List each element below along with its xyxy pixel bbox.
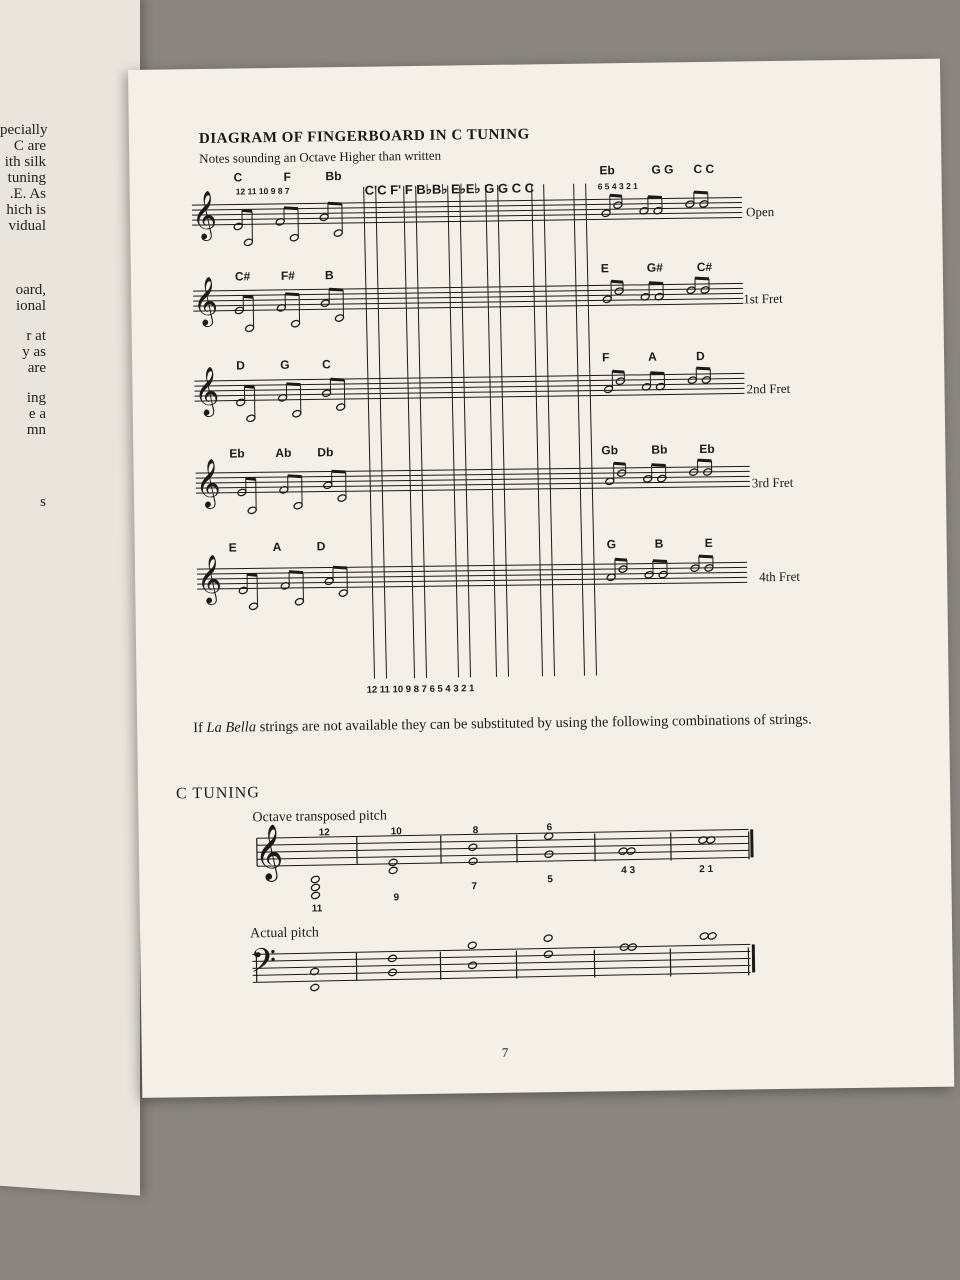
c-num-top: 8 xyxy=(472,825,479,837)
para-before: If xyxy=(193,719,207,737)
note-beam xyxy=(332,471,346,472)
string-line xyxy=(544,184,555,676)
note-beam xyxy=(649,283,663,284)
actual-pitch-label: Actual pitch xyxy=(249,925,319,942)
treble-clef-icon: 𝄞 xyxy=(195,458,221,507)
treble-clef-icon: 𝄞 xyxy=(254,825,284,880)
left-fragment: e a xyxy=(28,406,46,422)
note-head xyxy=(310,983,320,992)
left-fragment: ing xyxy=(26,390,46,406)
string-line xyxy=(416,186,427,678)
c-num-bottom: 7 xyxy=(471,881,478,893)
note-head xyxy=(310,883,320,892)
note-head xyxy=(468,857,478,866)
note-beam xyxy=(614,463,626,464)
diagram-subtitle: Notes sounding an Octave Higher than written xyxy=(199,147,442,167)
note-beam xyxy=(333,567,347,568)
note-beam xyxy=(246,478,256,479)
c-tuning-staff xyxy=(138,799,954,1070)
c-tuning-heading: C TUNING xyxy=(175,784,260,803)
note-beam xyxy=(610,195,622,196)
staff-line xyxy=(257,857,749,866)
left-fragment: tuning xyxy=(7,170,46,186)
note-beam xyxy=(694,192,708,193)
note-head xyxy=(311,891,321,900)
note-label: C C xyxy=(693,161,715,177)
note-label: G G xyxy=(651,162,674,177)
note-beam xyxy=(329,289,343,290)
open-right-numbers: 6 5 4 3 2 1 xyxy=(597,180,638,192)
string-line xyxy=(460,185,471,677)
note-beam xyxy=(695,278,709,279)
string-line xyxy=(532,184,543,676)
note-beam xyxy=(696,368,710,369)
treble-clef-icon: 𝄞 xyxy=(196,554,223,603)
note-beam xyxy=(244,386,254,387)
note-beam xyxy=(653,561,667,562)
note-label: C# xyxy=(696,259,713,275)
note-label: Db xyxy=(317,445,334,460)
left-fragment: oard, xyxy=(15,282,46,298)
note-beam xyxy=(328,203,342,204)
note-head xyxy=(707,932,717,941)
note-beam xyxy=(284,208,298,209)
note-label: E xyxy=(228,540,237,555)
note-beam xyxy=(243,296,253,297)
note-label: E xyxy=(600,261,609,276)
note-label: G xyxy=(606,537,617,552)
c-num-bottom: 5 xyxy=(547,874,553,886)
string-line xyxy=(574,184,585,676)
note-beam xyxy=(612,371,624,372)
note-label: G xyxy=(280,357,290,372)
diagram-title: DIAGRAM OF FINGERBOARD IN C TUNING xyxy=(198,126,530,148)
note-label: D xyxy=(236,358,245,373)
c-num-top: 12 xyxy=(318,827,330,839)
note-label: D xyxy=(316,539,326,554)
left-fragment: pecially xyxy=(0,122,48,138)
open-left-numbers: 12 11 10 9 8 7 xyxy=(235,185,290,197)
note-head xyxy=(388,858,398,867)
note-label: F xyxy=(601,350,610,365)
fret-label-open: Open xyxy=(745,203,775,220)
note-beam xyxy=(611,281,623,282)
c-num-bottom: 4 3 xyxy=(621,864,636,877)
note-beam xyxy=(698,460,712,461)
page-number: 7 xyxy=(501,1044,509,1060)
octave-transposed-label: Octave transposed pitch xyxy=(252,808,388,826)
note-beam xyxy=(286,384,300,385)
fret-label-1st: 1st Fret xyxy=(743,290,783,307)
note-label: F# xyxy=(280,268,296,283)
treble-clef-icon: 𝄞 xyxy=(191,190,218,239)
string-line xyxy=(448,185,459,677)
note-beam xyxy=(247,574,257,575)
note-label: Eb xyxy=(229,446,245,461)
staff-line xyxy=(257,850,749,859)
note-label: B xyxy=(324,268,334,283)
note-head xyxy=(468,843,478,852)
note-beam xyxy=(242,210,252,211)
note-head xyxy=(310,875,320,884)
substitution-paragraph xyxy=(193,710,853,738)
note-beam xyxy=(699,556,713,557)
note-label: G# xyxy=(646,260,663,275)
note-head xyxy=(543,950,553,959)
left-fragment: ith silk xyxy=(4,154,46,170)
note-beam xyxy=(615,559,627,560)
para-after: strings are not available they can be substituted by using the following combinations of strings. xyxy=(255,711,812,736)
treble-clef-icon: 𝄞 xyxy=(192,276,219,325)
note-beam xyxy=(330,379,344,380)
left-fragment: hich is xyxy=(6,202,46,218)
book-page xyxy=(128,59,954,1098)
left-fragment: ional xyxy=(16,298,46,314)
note-label: A xyxy=(647,349,657,364)
note-label: F xyxy=(283,169,291,184)
string-line xyxy=(376,186,387,678)
string-line xyxy=(364,187,375,679)
note-label: Bb xyxy=(651,442,668,457)
note-beam xyxy=(652,465,666,466)
note-label: C# xyxy=(234,269,251,284)
note-beam xyxy=(285,294,299,295)
note-label: C xyxy=(322,357,331,372)
note-head xyxy=(626,847,636,856)
left-fragment: r at xyxy=(26,328,46,344)
fret-label-4th: 4th Fret xyxy=(759,568,801,585)
note-label: E xyxy=(704,535,713,550)
note-label: D xyxy=(695,348,705,364)
left-fragment: C are xyxy=(13,138,46,154)
left-fragment: s xyxy=(40,494,46,510)
string-line xyxy=(586,184,597,676)
fingerboard-diagram xyxy=(128,59,949,710)
treble-clef-icon: 𝄞 xyxy=(194,366,220,415)
note-label: C xyxy=(233,170,243,185)
note-head xyxy=(543,934,553,943)
fret-label-2nd: 2nd Fret xyxy=(746,380,791,397)
para-italic: La Bella xyxy=(206,719,257,736)
string-line xyxy=(486,185,497,677)
note-label: Eb xyxy=(599,163,615,178)
top-string-notes: C'C F' F B♭B♭ E♭E♭ G G C C xyxy=(364,180,535,198)
c-num-bottom: 2 1 xyxy=(699,863,714,876)
bass-clef-icon: 𝄢 xyxy=(250,943,277,988)
note-label: Gb xyxy=(601,443,619,458)
note-head xyxy=(467,941,477,950)
note-label: Eb xyxy=(699,441,715,457)
note-head xyxy=(468,961,478,970)
bottom-string-numbers: 12 11 10 9 8 7 6 5 4 3 2 1 xyxy=(366,683,475,696)
left-fragment: are xyxy=(27,360,46,376)
left-fragment: vidual xyxy=(8,218,46,234)
note-beam xyxy=(288,476,302,477)
left-fragment: .E. As xyxy=(9,186,46,202)
staff-line xyxy=(257,836,749,845)
left-fragment: y as xyxy=(22,344,46,360)
c-num-top: 6 xyxy=(546,822,553,834)
staff-line xyxy=(257,843,749,852)
string-line xyxy=(498,185,509,677)
note-label: B xyxy=(654,536,664,551)
note-beam xyxy=(648,197,662,198)
note-label: Ab xyxy=(275,445,292,460)
note-label: A xyxy=(272,539,282,555)
left-fragment: mn xyxy=(26,422,46,438)
staff-line xyxy=(257,829,749,838)
c-num-bottom: 9 xyxy=(393,892,400,904)
note-head xyxy=(388,866,398,875)
note-label: Bb xyxy=(325,169,342,184)
c-num-top: 10 xyxy=(390,826,402,838)
note-beam xyxy=(650,373,664,374)
c-num-bottom: 11 xyxy=(311,903,323,915)
string-line xyxy=(404,186,415,678)
fret-label-3rd: 3rd Fret xyxy=(751,474,794,491)
note-beam xyxy=(289,572,303,573)
